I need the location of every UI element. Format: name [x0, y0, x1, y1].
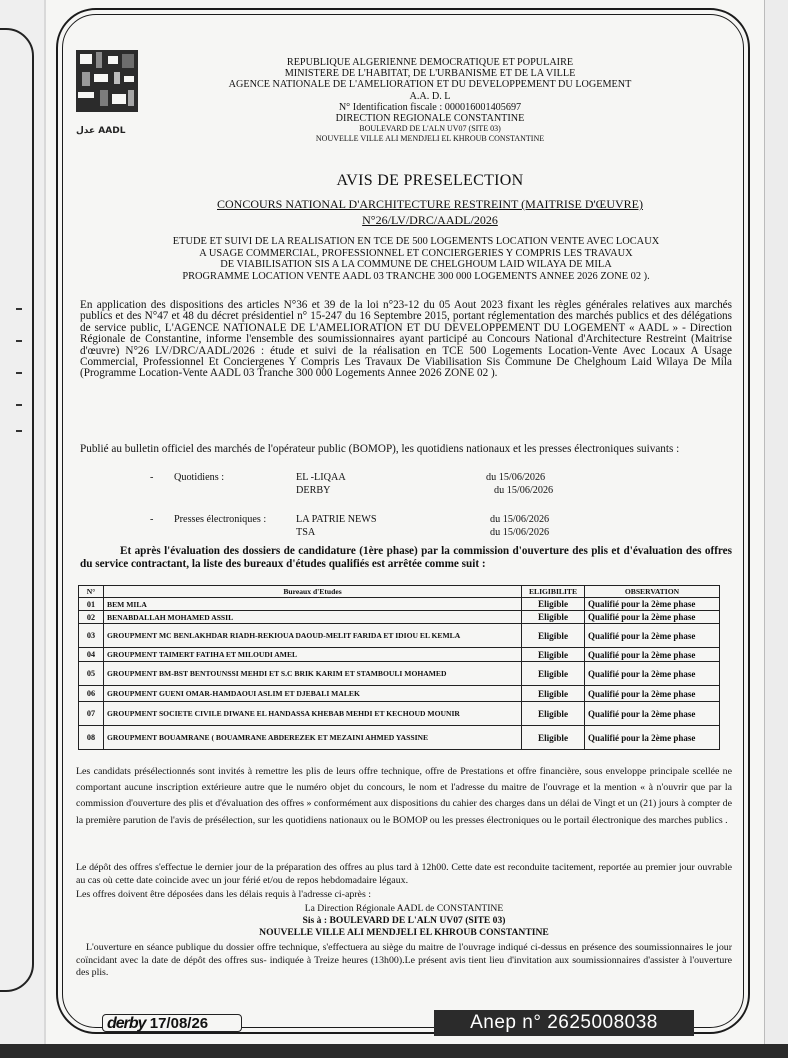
table-row: [79, 611, 720, 624]
address-line: Sis à : BOULEVARD DE L'ALN UV07 (SITE 03): [302, 915, 506, 926]
opening-session-paragraph: L'ouverture en séance publique du dossier offre technique, s'effectuera au siège du maitre de l'ouvrage indiqué ci-dessus en présence des soumissionnaires le jour coïncidant avec la date de dépôt des offres sus- indiquée à Treize heures (13h00).Le présent avis tient lieu d'invitation aux soumissionnaires d'assister à l'ouverture des plis.: [76, 942, 732, 979]
text-fragment: [16, 430, 22, 432]
row-number: 02: [79, 611, 104, 624]
text-fragment: [16, 340, 22, 342]
column-header: N°: [79, 586, 104, 598]
media-dash: -: [150, 514, 154, 525]
text-fragment: [16, 372, 22, 374]
row-number: 08: [79, 726, 104, 750]
office-name: GROUPMENT BOUAMRANE ( BOUAMRANE ABDEREZEK ET MEZAINI AHMED YASSINE: [104, 726, 522, 750]
objective-line: PROGRAMME LOCATION VENTE AADL 03 TRANCHE 300 000 LOGEMENTS ANNEE 2026 ZONE 02 ).: [182, 270, 650, 282]
header-address-1: BOULEVARD DE L'ALN UV07 (SITE 03): [359, 124, 501, 134]
observation: Qualifié pour la 2ème phase: [585, 702, 720, 726]
row-number: 03: [79, 624, 104, 648]
header-republic: REPUBLIQUE ALGERIENNE DEMOCRATIQUE ET POPULAIRE: [286, 57, 574, 68]
eligibility: Eligible: [522, 686, 585, 702]
newspaper-stamp: [102, 1014, 242, 1032]
qualified-offices-table: [78, 585, 720, 750]
header-acronym: A.A. D. L: [409, 90, 451, 102]
press-date: du 15/06/2026: [490, 527, 550, 538]
press-name: LA PATRIE NEWS: [296, 514, 377, 525]
press-date: du 15/06/2026: [490, 514, 550, 525]
row-number: 01: [79, 598, 104, 611]
eligibility: Eligible: [522, 648, 585, 662]
office-name: BEM MILA: [104, 598, 522, 611]
observation: Qualifié pour la 2ème phase: [585, 611, 720, 624]
project-objective: [76, 236, 756, 282]
table-row: [79, 598, 720, 611]
adjacent-page-border: [0, 28, 34, 992]
daily-date: du 15/06/2026: [486, 472, 546, 483]
header-direction: DIRECTION REGIONALE CONSTANTINE: [335, 113, 525, 125]
daily-date: du 15/06/2026: [494, 485, 554, 496]
bottom-rule: [0, 1044, 788, 1058]
table-row: [79, 686, 720, 702]
derby-date: 17/08/26: [149, 1015, 209, 1032]
office-name: GROUPMENT SOCIETE CIVILE DIWANE EL HANDASSA KHEBAB MEHDI ET KECHOUD MOUNIR: [104, 702, 522, 726]
observation: Qualifié pour la 2ème phase: [585, 726, 720, 750]
contest-name: CONCOURS NATIONAL D'ARCHITECTURE RESTREINT (MAITRISE D'ŒUVRE): [217, 197, 643, 211]
office-name: GROUPMENT GUENI OMAR-HAMDAOUI ASLIM ET DJEBALI MALEK: [104, 686, 522, 702]
eligibility: Eligible: [522, 726, 585, 750]
office-name: GROUPMENT BM-BST BENTOUNSSI MEHDI ET S.C BRIK KARIM ET STAMBOULI MOHAMED: [104, 662, 522, 686]
table-row: [79, 702, 720, 726]
objective-line: DE VIABILISATION SIS A LA COMMUNE DE CHELGHOUM LAID WILAYA DE MILA: [220, 259, 612, 270]
objective-line: ETUDE ET SUIVI DE LA REALISATION EN TCE DE 500 LOGEMENTS LOCATION VENTE AVEC LOCAUX: [172, 236, 660, 247]
daily-label: Quotidiens :: [174, 472, 225, 483]
text-fragment: [16, 404, 22, 406]
table-header-row: [79, 586, 720, 598]
address-line: La Direction Régionale AADL de CONSTANTINE: [304, 903, 504, 914]
press-label: Presses électroniques :: [174, 514, 267, 525]
eligibility: Eligible: [522, 598, 585, 611]
address-line: NOUVELLE VILLE ALI MENDJELI EL KHROUB CONSTANTINE: [259, 927, 549, 938]
observation: Qualifié pour la 2ème phase: [585, 624, 720, 648]
adjacent-page-right: [764, 0, 788, 1058]
column-header: OBSERVATION: [585, 586, 720, 598]
deposit-deadline: Le dépôt des offres s'effectue le dernier jour de la préparation des offres au plus tard à 12h00. Cette date est reconduite tacitement, reportée au premier jour ouvrable au cas où cette date coincide avec un jour férié et/ou de repos hebdomadaire légaux.: [76, 862, 732, 886]
eligibility: Eligible: [522, 611, 585, 624]
derby-brand: derby: [107, 1015, 146, 1032]
table-row: [79, 726, 720, 750]
adjacent-page-left: [0, 0, 44, 1058]
office-name: GROUPMENT TAIMERT FATIHA ET MILOUDI AMEL: [104, 648, 522, 662]
text-fragment: [16, 308, 22, 310]
table-row: [79, 624, 720, 648]
column-header: Bureaux d'Etudes: [104, 586, 522, 598]
observation: Qualifié pour la 2ème phase: [585, 662, 720, 686]
notice-title: AVIS DE PRESELECTION: [336, 172, 524, 189]
anep-reference: Anep n° 2625008038: [434, 1010, 694, 1036]
eligibility: Eligible: [522, 624, 585, 648]
observation: Qualifié pour la 2ème phase: [585, 648, 720, 662]
daily-name: DERBY: [296, 485, 331, 496]
header-tax-id: N° Identification fiscale : 000016001405697: [338, 101, 522, 113]
logo-caption: عدل AADL: [76, 126, 126, 136]
row-number: 06: [79, 686, 104, 702]
notice-subtitle: [150, 196, 710, 228]
letterhead: [150, 57, 710, 143]
table-row: [79, 662, 720, 686]
press-name: TSA: [296, 527, 316, 538]
media-dash: -: [150, 472, 154, 483]
intro-paragraph: En application des dispositions des articles N°36 et 39 de la loi n°23-12 du 05 Aout 2023 fixant les règles générales relatives aux marchés publics et des N°47 et 48 du décret présidentiel n° 15-247 du 16 Septembre 2015, portant réglementation des marchés publics et des délégations de service public, L'AGENCE NATIONALE DE L'AMELIORATION ET DU DEVELOPPEMENT DU LOGEMENT « AADL » - Direction Régionale de Constantine, informe l'ensemble des soumissionnaires ayant participé au Concours National d'Architecture Restreint (Maitrise d'œuvre) N°26 LV/DRC/AADL/2026 : étude et suivi de la réalisation en TCE 500 Logements Location-Vente Avec Locaux A Usage Commercial, Professionnel Et Conciergenes Y Compris Les Travaux De Viabilisation Sis Commune De Chelghoum Laid Wilaya De Mila (Programme Location-Vente AADL 03 Tranche 300 000 Logements Annee 2026 ZONE 02 ).: [80, 299, 732, 380]
column-header: ELIGIBILITE: [522, 586, 585, 598]
table-row: [79, 648, 720, 662]
row-number: 04: [79, 648, 104, 662]
header-ministry: MINISTERE DE L'HABITAT, DE L'URBANISME ET DE LA VILLE: [284, 68, 576, 80]
objective-line: A USAGE COMMERCIAL, PROFESSIONNEL ET CONCIERGERIES Y COMPRIS LES TRAVAUX: [199, 247, 633, 259]
row-number: 07: [79, 702, 104, 726]
contest-number: N°26/LV/DRC/AADL/2026: [362, 213, 498, 227]
eligibility: Eligible: [522, 662, 585, 686]
eligibility: Eligible: [522, 702, 585, 726]
evaluation-paragraph: Et après l'évaluation des dossiers de candidature (1ère phase) par la commission d'ouverture des plis et d'évaluation des offres du service contractant, la liste des bureaux d'études qualifiés est arrêtée comme suit :: [80, 545, 732, 570]
daily-name: EL -LIQAA: [296, 472, 346, 483]
observation: Qualifié pour la 2ème phase: [585, 598, 720, 611]
aadl-logo-icon: [76, 50, 138, 112]
header-address-2: NOUVELLE VILLE ALI MENDJELI EL KHROUB CONSTANTINE: [315, 133, 545, 143]
observation: Qualifié pour la 2ème phase: [585, 686, 720, 702]
header-agency: AGENCE NATIONALE DE L'AMELIORATION ET DU DEVELOPPEMENT DU LOGEMENT: [228, 79, 632, 91]
submission-instructions: Les candidats présélectionnés sont invités à remettre les plis de leurs offre technique, offre de Prestations et offre financière, sous enveloppe principale scellée ne comportant aucune inscription extérieure autre que le numéro objet du concours, le nom et l'adresse du maitre de l'ouvrage et la mention « à n'ouvrir que par la commission d'ouverture des plis et d'évaluation des offres » conformément aux dispositions du cahier des charges dans un délai de Vingt et un (21) jours à compter de la première parution de l'avis de présélection, sur les quotidiens nationaux ou le BOMOP ou les presses électroniques ou le portail électronique des marches publics .: [76, 766, 732, 826]
office-name: BENABDALLAH MOHAMED ASSIL: [104, 611, 522, 624]
row-number: 05: [79, 662, 104, 686]
deposit-address-intro: Les offres doivent être déposées dans les délais requis à l'adresse ci-après :: [76, 889, 371, 900]
publication-paragraph: Publié au bulletin officiel des marchés de l'opérateur public (BOMOP), les quotidiens nationaux et les presses électroniques suivants :: [80, 443, 680, 455]
office-name: GROUPMENT MC BENLAKHDAR RIADH-REKIOUA DAOUD-MELIT FARIDA ET IDIOU EL KEMLA: [104, 624, 522, 648]
